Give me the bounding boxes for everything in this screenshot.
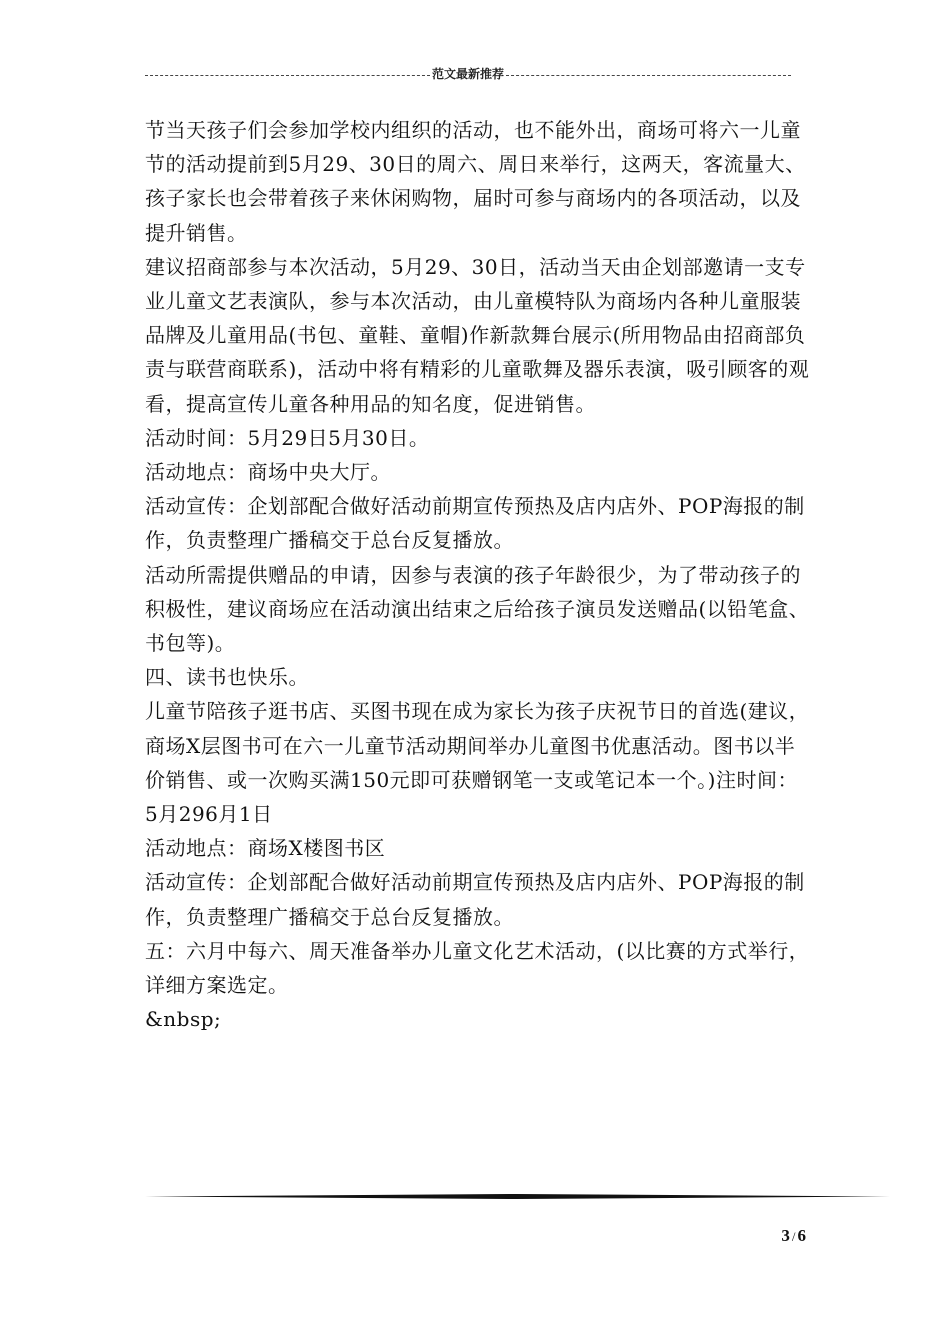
paragraph: 四、读书也快乐。 xyxy=(145,665,309,690)
paragraph: 活动宣传：企划部配合做好活动前期宣传预热及店内店外、POP海报的制作，负责整理广播稿交于总台反复播放。 xyxy=(145,870,805,929)
header-dashes-right xyxy=(506,75,791,76)
page-current: 3 xyxy=(781,1226,790,1245)
paragraph: 节当天孩子们会参加学校内组织的活动，也不能外出，商场可将六一儿童节的活动提前到5月29、30日的周六、周日来举行，这两天，客流量大、孩子家长也会带着孩子来休闲购物，届时可参与商场内的各项活动，以及提升销售。 xyxy=(145,118,806,245)
paragraph: 五：六月中每六、周天准备举办儿童文化艺术活动，(以比赛的方式举行，详细方案选定。 xyxy=(145,938,810,998)
paragraph: 活动宣传：企划部配合做好活动前期宣传预热及店内店外、POP海报的制作，负责整理广播稿交于总台反复播放。 xyxy=(145,494,805,553)
paragraph: 儿童节陪孩子逛书店、买图书现在成为家长为孩子庆祝节日的首选(建议，商场X层图书可在六一儿童节活动期间举办儿童图书优惠活动。图书以半价销售、或一次购买满150元即可获赠钢笔一支或笔记本一个。)注时间：5月296月1日 xyxy=(145,699,810,827)
header-dashes-left xyxy=(145,75,430,76)
page-header xyxy=(145,66,791,82)
paragraph: &nbsp; xyxy=(145,1007,222,1032)
footer-rule xyxy=(145,1194,890,1199)
paragraph: 建议招商部参与本次活动，5月29、30日，活动当天由企划部邀请一支专业儿童文艺表演队，参与本次活动，由儿童模特队为商场内各种儿童服装品牌及儿童用品(书包、童鞋、童帽)作新款舞台展示(所用物品由招商部负责与联营商联系)，活动中将有精彩的儿童歌舞及器乐表演，吸引顾客的观看，提高宣传儿童各种用品的知名度，促进销售。 xyxy=(145,254,810,416)
paragraph: 活动地点：商场中央大厅。 xyxy=(145,460,391,485)
paragraph: 活动时间：5月29日5月30日。 xyxy=(145,425,430,450)
header-title: 范文最新推荐 xyxy=(432,67,505,81)
page-total: 6 xyxy=(797,1226,806,1245)
document-body xyxy=(145,113,810,1036)
paragraph: 活动所需提供赠品的申请，因参与表演的孩子年龄很少，为了带动孩子的积极性，建议商场应在活动演出结束之后给孩子演员发送赠品(以铅笔盒、书包等)。 xyxy=(145,562,810,656)
paragraph: 活动地点：商场X楼图书区 xyxy=(145,836,386,861)
page-number xyxy=(700,1226,806,1246)
footer-rule-line xyxy=(145,1194,890,1199)
page-separator: / xyxy=(791,1229,796,1244)
